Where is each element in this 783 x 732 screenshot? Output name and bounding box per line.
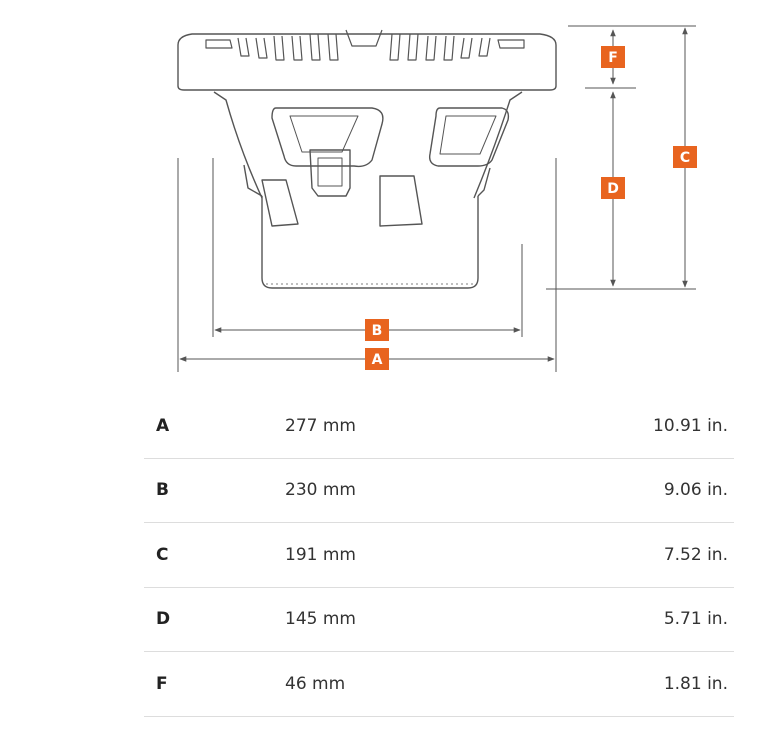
spec-metric-value: 46 mm [285,673,346,694]
subwoofer-side-outline [178,30,556,288]
spec-row-a [144,394,734,459]
dimension-spec-table [144,394,734,717]
spec-label: B [156,480,169,501]
spec-metric-value: 191 mm [285,544,356,565]
spec-imperial-value: 10.91 in. [653,415,728,436]
spec-row-f [144,652,734,717]
spec-imperial-value: 9.06 in. [663,480,728,501]
spec-label: D [156,609,171,630]
spec-label: C [156,544,169,565]
spec-row-c [144,523,734,588]
spec-imperial-value: 7.52 in. [663,544,728,565]
spec-imperial-value: 1.81 in. [663,673,728,694]
spec-metric-value: 230 mm [285,480,356,501]
dimension-tag-a [365,348,389,370]
spec-label: F [156,673,168,694]
dimension-tag-c [673,146,697,168]
spec-metric-value: 145 mm [285,609,356,630]
spec-imperial-value: 5.71 in. [663,609,728,630]
spec-label: A [156,415,170,436]
spec-metric-value: 277 mm [285,415,356,436]
spec-row-d [144,588,734,653]
dimension-tag-d [601,177,625,199]
dimension-tag-f [601,46,625,68]
tag-f-label: F [608,50,618,66]
dimension-tag-b [365,319,389,341]
tag-c-label: C [679,150,691,166]
tag-a-label: A [371,352,383,368]
tag-d-label: D [607,181,619,197]
spec-row-b [144,459,734,524]
tag-b-label: B [371,323,383,339]
